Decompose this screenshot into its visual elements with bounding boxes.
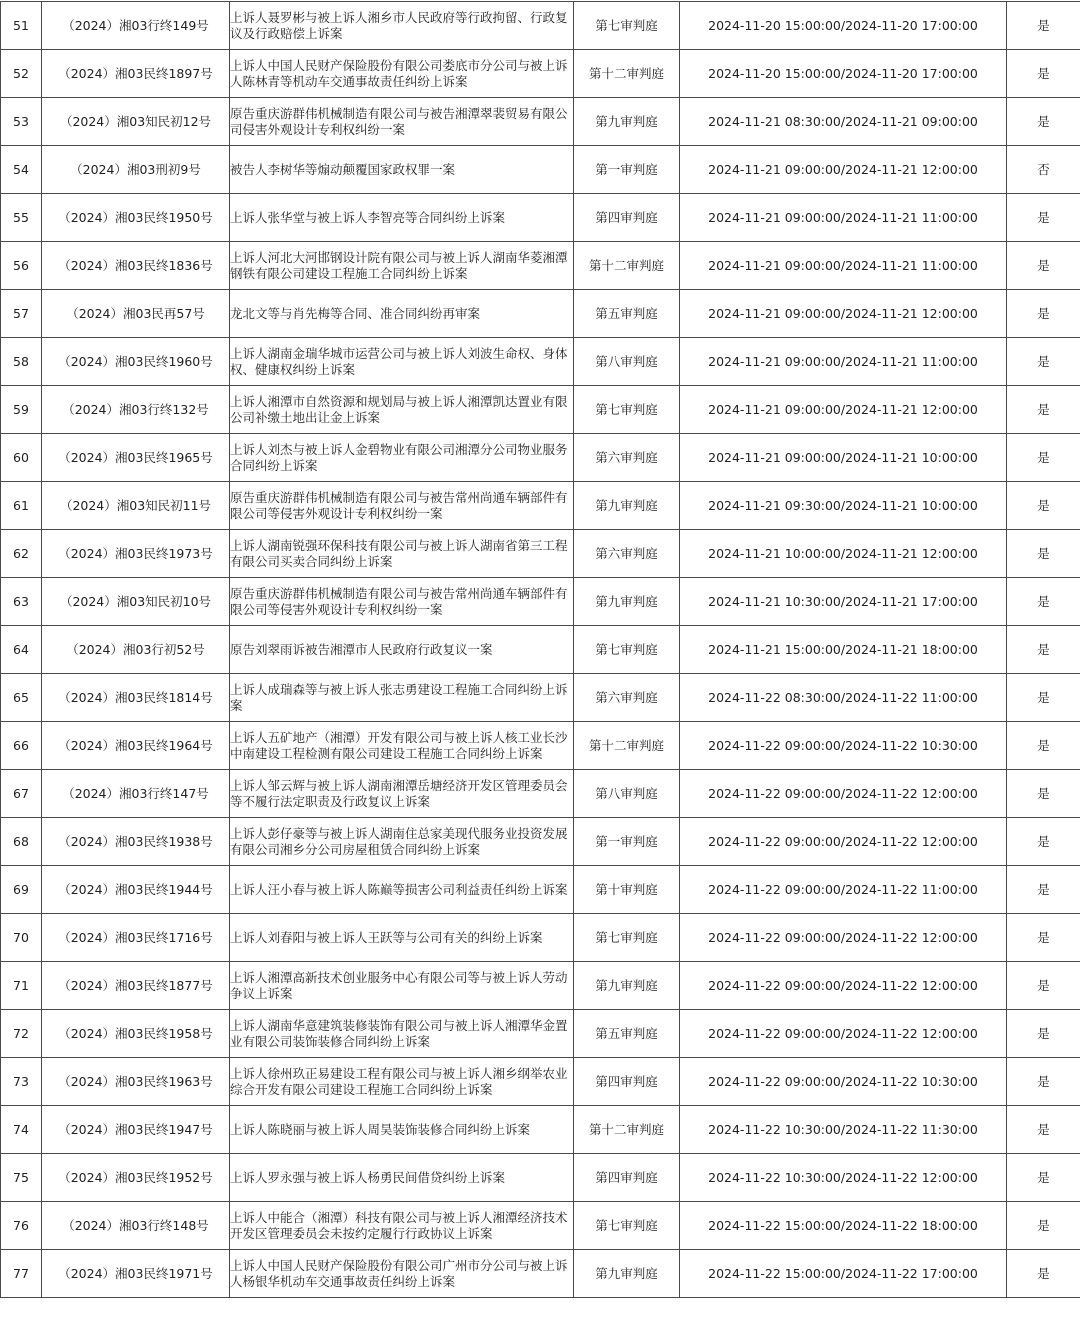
hearing-time: 2024-11-22 09:00:00/2024-11-22 12:00:00 [680, 1010, 1007, 1058]
hearing-time: 2024-11-21 10:30:00/2024-11-21 17:00:00 [680, 578, 1007, 626]
case-number: （2024）湘03民终1947号 [42, 1106, 230, 1154]
table-row [1, 962, 1080, 1010]
table-row [1, 386, 1080, 434]
row-number: 66 [1, 722, 42, 770]
hearing-time: 2024-11-21 15:00:00/2024-11-21 18:00:00 [680, 626, 1007, 674]
hearing-time: 2024-11-22 09:00:00/2024-11-22 12:00:00 [680, 818, 1007, 866]
public-hearing-flag: 是 [1007, 578, 1080, 626]
hearing-time: 2024-11-21 09:00:00/2024-11-21 12:00:00 [680, 290, 1007, 338]
case-title: 被告人李树华等煽动颠覆国家政权罪一案 [230, 146, 574, 194]
hearing-time: 2024-11-21 10:00:00/2024-11-21 12:00:00 [680, 530, 1007, 578]
public-hearing-flag: 是 [1007, 1010, 1080, 1058]
row-number: 60 [1, 434, 42, 482]
public-hearing-flag: 否 [1007, 146, 1080, 194]
table-row [1, 146, 1080, 194]
courtroom: 第八审判庭 [574, 338, 680, 386]
case-number: （2024）湘03民终1944号 [42, 866, 230, 914]
row-number: 75 [1, 1154, 42, 1202]
case-title: 上诉人中能合（湘潭）科技有限公司与被上诉人湘潭经济技术开发区管理委员会未按约定履行行政协议上诉案 [230, 1202, 574, 1250]
case-number: （2024）湘03民终1716号 [42, 914, 230, 962]
public-hearing-flag: 是 [1007, 674, 1080, 722]
row-number: 64 [1, 626, 42, 674]
hearing-time: 2024-11-22 15:00:00/2024-11-22 18:00:00 [680, 1202, 1007, 1250]
courtroom: 第六审判庭 [574, 434, 680, 482]
hearing-time: 2024-11-22 09:00:00/2024-11-22 12:00:00 [680, 770, 1007, 818]
case-title: 原告重庆游群伟机械制造有限公司与被告湘潭翠裴贸易有限公司侵害外观设计专利权纠纷一案 [230, 98, 574, 146]
courtroom: 第七审判庭 [574, 626, 680, 674]
hearing-time: 2024-11-21 08:30:00/2024-11-21 09:00:00 [680, 98, 1007, 146]
courtroom: 第七审判庭 [574, 1202, 680, 1250]
row-number: 72 [1, 1010, 42, 1058]
case-title: 上诉人五矿地产（湘潭）开发有限公司与被上诉人核工业长沙中南建设工程检测有限公司建设工程施工合同纠纷上诉案 [230, 722, 574, 770]
table-row [1, 482, 1080, 530]
table-row [1, 50, 1080, 98]
courtroom: 第四审判庭 [574, 1058, 680, 1106]
public-hearing-flag: 是 [1007, 770, 1080, 818]
case-title: 原告重庆游群伟机械制造有限公司与被告常州尚通车辆部件有限公司等侵害外观设计专利权纠纷一案 [230, 482, 574, 530]
row-number: 69 [1, 866, 42, 914]
courtroom: 第九审判庭 [574, 962, 680, 1010]
row-number: 65 [1, 674, 42, 722]
case-number: （2024）湘03民终1973号 [42, 530, 230, 578]
public-hearing-flag: 是 [1007, 434, 1080, 482]
row-number: 77 [1, 1250, 42, 1298]
row-number: 62 [1, 530, 42, 578]
row-number: 71 [1, 962, 42, 1010]
public-hearing-flag: 是 [1007, 1106, 1080, 1154]
hearing-time: 2024-11-21 09:00:00/2024-11-21 12:00:00 [680, 386, 1007, 434]
row-number: 59 [1, 386, 42, 434]
public-hearing-flag: 是 [1007, 2, 1080, 50]
hearing-time: 2024-11-20 15:00:00/2024-11-20 17:00:00 [680, 50, 1007, 98]
public-hearing-flag: 是 [1007, 722, 1080, 770]
case-title: 原告刘翠雨诉被告湘潭市人民政府行政复议一案 [230, 626, 574, 674]
case-number: （2024）湘03民再57号 [42, 290, 230, 338]
courtroom: 第七审判庭 [574, 386, 680, 434]
public-hearing-flag: 是 [1007, 290, 1080, 338]
table-row [1, 98, 1080, 146]
case-number: （2024）湘03民终1897号 [42, 50, 230, 98]
case-number: （2024）湘03刑初9号 [42, 146, 230, 194]
public-hearing-flag: 是 [1007, 914, 1080, 962]
table-row [1, 2, 1080, 50]
public-hearing-flag: 是 [1007, 626, 1080, 674]
hearing-time: 2024-11-22 09:00:00/2024-11-22 12:00:00 [680, 962, 1007, 1010]
table-row [1, 818, 1080, 866]
case-title: 上诉人聂罗彬与被上诉人湘乡市人民政府等行政拘留、行政复议及行政赔偿上诉案 [230, 2, 574, 50]
table-row [1, 674, 1080, 722]
case-number: （2024）湘03民终1964号 [42, 722, 230, 770]
hearing-time: 2024-11-22 09:00:00/2024-11-22 10:30:00 [680, 1058, 1007, 1106]
row-number: 53 [1, 98, 42, 146]
case-number: （2024）湘03民终1877号 [42, 962, 230, 1010]
case-title: 上诉人徐州玖正易建设工程有限公司与被上诉人湘乡纲举农业综合开发有限公司建设工程施工合同纠纷上诉案 [230, 1058, 574, 1106]
courtroom: 第一审判庭 [574, 818, 680, 866]
courtroom: 第五审判庭 [574, 290, 680, 338]
table-row [1, 1010, 1080, 1058]
public-hearing-flag: 是 [1007, 386, 1080, 434]
case-number: （2024）湘03民终1960号 [42, 338, 230, 386]
courtroom: 第十二审判庭 [574, 50, 680, 98]
case-title: 上诉人汪小春与被上诉人陈巅等损害公司利益责任纠纷上诉案 [230, 866, 574, 914]
case-title: 上诉人罗永强与被上诉人杨勇民间借贷纠纷上诉案 [230, 1154, 574, 1202]
public-hearing-flag: 是 [1007, 1154, 1080, 1202]
case-number: （2024）湘03行终149号 [42, 2, 230, 50]
case-number: （2024）湘03民终1965号 [42, 434, 230, 482]
table-row [1, 290, 1080, 338]
case-title: 龙北文等与肖先梅等合同、准合同纠纷再审案 [230, 290, 574, 338]
public-hearing-flag: 是 [1007, 50, 1080, 98]
case-title: 上诉人河北大河邯钢设计院有限公司与被上诉人湖南华菱湘潭钢铁有限公司建设工程施工合同纠纷上诉案 [230, 242, 574, 290]
case-number: （2024）湘03行初52号 [42, 626, 230, 674]
hearing-time: 2024-11-21 09:00:00/2024-11-21 12:00:00 [680, 146, 1007, 194]
public-hearing-flag: 是 [1007, 1058, 1080, 1106]
hearing-time: 2024-11-22 10:30:00/2024-11-22 12:00:00 [680, 1154, 1007, 1202]
table-row [1, 530, 1080, 578]
row-number: 55 [1, 194, 42, 242]
table-row [1, 338, 1080, 386]
case-title: 上诉人陈晓丽与被上诉人周昊装饰装修合同纠纷上诉案 [230, 1106, 574, 1154]
row-number: 73 [1, 1058, 42, 1106]
courtroom: 第八审判庭 [574, 770, 680, 818]
case-title: 上诉人湖南华意建筑装修装饰有限公司与被上诉人湘潭华金置业有限公司装饰装修合同纠纷上诉案 [230, 1010, 574, 1058]
hearing-time: 2024-11-22 09:00:00/2024-11-22 11:00:00 [680, 866, 1007, 914]
courtroom: 第九审判庭 [574, 1250, 680, 1298]
case-title: 上诉人湘潭高新技术创业服务中心有限公司等与被上诉人劳动争议上诉案 [230, 962, 574, 1010]
courtroom: 第一审判庭 [574, 146, 680, 194]
courtroom: 第七审判庭 [574, 914, 680, 962]
public-hearing-flag: 是 [1007, 1202, 1080, 1250]
case-title: 上诉人中国人民财产保险股份有限公司广州市分公司与被上诉人杨银华机动车交通事故责任纠纷上诉案 [230, 1250, 574, 1298]
public-hearing-flag: 是 [1007, 1250, 1080, 1298]
public-hearing-flag: 是 [1007, 338, 1080, 386]
courtroom: 第九审判庭 [574, 98, 680, 146]
table-row [1, 1250, 1080, 1298]
case-title: 上诉人湖南金瑞华城市运营公司与被上诉人刘波生命权、身体权、健康权纠纷上诉案 [230, 338, 574, 386]
row-number: 76 [1, 1202, 42, 1250]
case-title: 上诉人刘春阳与被上诉人王跃等与公司有关的纠纷上诉案 [230, 914, 574, 962]
courtroom: 第四审判庭 [574, 1154, 680, 1202]
courtroom: 第十二审判庭 [574, 1106, 680, 1154]
public-hearing-flag: 是 [1007, 866, 1080, 914]
hearing-time: 2024-11-22 15:00:00/2024-11-22 17:00:00 [680, 1250, 1007, 1298]
case-number: （2024）湘03民终1814号 [42, 674, 230, 722]
hearing-time: 2024-11-20 15:00:00/2024-11-20 17:00:00 [680, 2, 1007, 50]
table-row [1, 1202, 1080, 1250]
public-hearing-flag: 是 [1007, 530, 1080, 578]
courtroom: 第六审判庭 [574, 674, 680, 722]
hearing-time: 2024-11-22 09:00:00/2024-11-22 10:30:00 [680, 722, 1007, 770]
table-row [1, 626, 1080, 674]
row-number: 57 [1, 290, 42, 338]
case-number: （2024）湘03民终1836号 [42, 242, 230, 290]
case-title: 原告重庆游群伟机械制造有限公司与被告常州尚通车辆部件有限公司等侵害外观设计专利权纠纷一案 [230, 578, 574, 626]
courtroom: 第五审判庭 [574, 1010, 680, 1058]
hearing-time: 2024-11-22 10:30:00/2024-11-22 11:30:00 [680, 1106, 1007, 1154]
case-title: 上诉人成瑞森等与被上诉人张志勇建设工程施工合同纠纷上诉案 [230, 674, 574, 722]
case-title: 上诉人湖南锐强环保科技有限公司与被上诉人湖南省第三工程有限公司买卖合同纠纷上诉案 [230, 530, 574, 578]
table-row [1, 1058, 1080, 1106]
row-number: 52 [1, 50, 42, 98]
courtroom: 第十二审判庭 [574, 722, 680, 770]
case-number: （2024）湘03知民初12号 [42, 98, 230, 146]
hearing-schedule-table [0, 1, 1080, 1298]
table-row [1, 770, 1080, 818]
courtroom: 第七审判庭 [574, 2, 680, 50]
courtroom: 第六审判庭 [574, 530, 680, 578]
case-title: 上诉人湘潭市自然资源和规划局与被上诉人湘潭凯达置业有限公司补缴土地出让金上诉案 [230, 386, 574, 434]
row-number: 70 [1, 914, 42, 962]
public-hearing-flag: 是 [1007, 242, 1080, 290]
table-row [1, 1106, 1080, 1154]
table-row [1, 866, 1080, 914]
case-number: （2024）湘03行终132号 [42, 386, 230, 434]
table-row [1, 578, 1080, 626]
case-number: （2024）湘03知民初11号 [42, 482, 230, 530]
table-row [1, 194, 1080, 242]
hearing-time: 2024-11-21 09:30:00/2024-11-21 10:00:00 [680, 482, 1007, 530]
row-number: 63 [1, 578, 42, 626]
public-hearing-flag: 是 [1007, 818, 1080, 866]
courtroom: 第十二审判庭 [574, 242, 680, 290]
case-number: （2024）湘03民终1963号 [42, 1058, 230, 1106]
public-hearing-flag: 是 [1007, 482, 1080, 530]
case-number: （2024）湘03行终147号 [42, 770, 230, 818]
hearing-time: 2024-11-22 08:30:00/2024-11-22 11:00:00 [680, 674, 1007, 722]
table-row [1, 434, 1080, 482]
courtroom: 第九审判庭 [574, 482, 680, 530]
case-title: 上诉人刘杰与被上诉人金碧物业有限公司湘潭分公司物业服务合同纠纷上诉案 [230, 434, 574, 482]
public-hearing-flag: 是 [1007, 98, 1080, 146]
public-hearing-flag: 是 [1007, 194, 1080, 242]
case-number: （2024）湘03知民初10号 [42, 578, 230, 626]
case-title: 上诉人彭仔豪等与被上诉人湖南住总家美现代服务业投资发展有限公司湘乡分公司房屋租赁合同纠纷上诉案 [230, 818, 574, 866]
public-hearing-flag: 是 [1007, 962, 1080, 1010]
row-number: 51 [1, 2, 42, 50]
hearing-time: 2024-11-22 09:00:00/2024-11-22 12:00:00 [680, 914, 1007, 962]
case-number: （2024）湘03民终1952号 [42, 1154, 230, 1202]
case-number: （2024）湘03民终1938号 [42, 818, 230, 866]
row-number: 67 [1, 770, 42, 818]
hearing-schedule-body [1, 2, 1080, 1298]
courtroom: 第四审判庭 [574, 194, 680, 242]
case-number: （2024）湘03行终148号 [42, 1202, 230, 1250]
table-row [1, 722, 1080, 770]
hearing-time: 2024-11-21 09:00:00/2024-11-21 11:00:00 [680, 338, 1007, 386]
case-title: 上诉人邹云辉与被上诉人湖南湘潭岳塘经济开发区管理委员会等不履行法定职责及行政复议上诉案 [230, 770, 574, 818]
row-number: 61 [1, 482, 42, 530]
case-number: （2024）湘03民终1971号 [42, 1250, 230, 1298]
table-row [1, 242, 1080, 290]
row-number: 56 [1, 242, 42, 290]
courtroom: 第九审判庭 [574, 578, 680, 626]
case-title: 上诉人中国人民财产保险股份有限公司娄底市分公司与被上诉人陈林青等机动车交通事故责任纠纷上诉案 [230, 50, 574, 98]
hearing-time: 2024-11-21 09:00:00/2024-11-21 11:00:00 [680, 194, 1007, 242]
case-number: （2024）湘03民终1950号 [42, 194, 230, 242]
hearing-time: 2024-11-21 09:00:00/2024-11-21 10:00:00 [680, 434, 1007, 482]
table-row [1, 1154, 1080, 1202]
table-row [1, 914, 1080, 962]
row-number: 58 [1, 338, 42, 386]
row-number: 74 [1, 1106, 42, 1154]
case-title: 上诉人张华堂与被上诉人李智亮等合同纠纷上诉案 [230, 194, 574, 242]
row-number: 68 [1, 818, 42, 866]
case-number: （2024）湘03民终1958号 [42, 1010, 230, 1058]
row-number: 54 [1, 146, 42, 194]
courtroom: 第十审判庭 [574, 866, 680, 914]
hearing-time: 2024-11-21 09:00:00/2024-11-21 11:00:00 [680, 242, 1007, 290]
